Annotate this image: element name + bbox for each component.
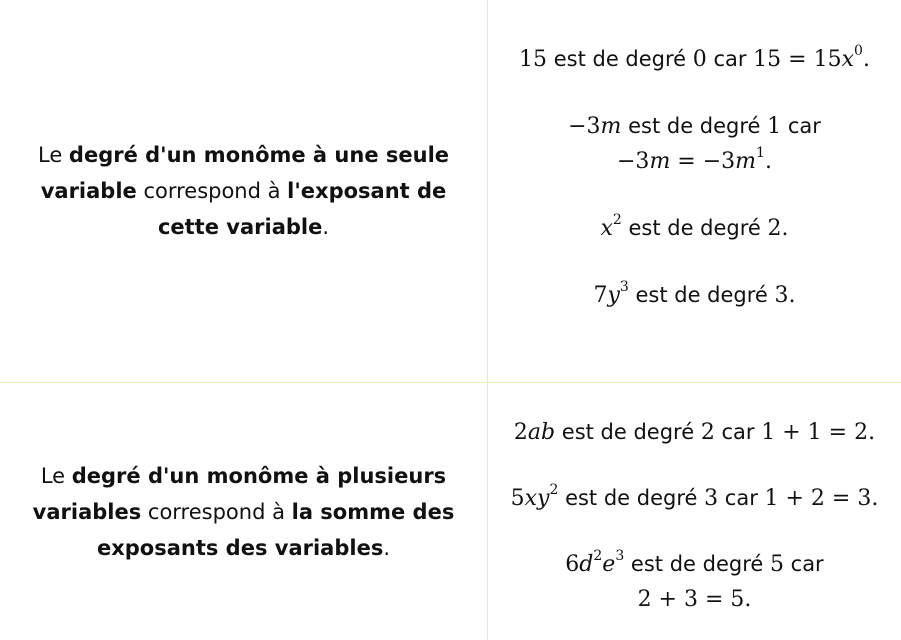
text: correspond à xyxy=(136,179,288,203)
text: . xyxy=(322,215,330,239)
bold-term: l'exposant de cette variable xyxy=(157,179,447,239)
exponent: 3 xyxy=(615,548,625,565)
text: Le xyxy=(37,143,69,167)
math: 0 xyxy=(692,46,707,72)
examples-cell-single xyxy=(488,0,901,383)
text: est de degré xyxy=(558,485,705,510)
math xyxy=(600,212,622,241)
math xyxy=(765,486,879,511)
text: est de degré xyxy=(621,113,768,138)
exponent: 2 xyxy=(593,548,603,565)
examples-cell-multiple xyxy=(488,383,901,640)
math-part: . xyxy=(764,148,772,174)
math-var: e xyxy=(602,551,616,577)
math xyxy=(593,279,629,308)
math-part: 5 xyxy=(510,485,525,511)
example-line xyxy=(600,211,788,246)
math xyxy=(761,420,875,445)
math: 1 xyxy=(767,113,782,139)
exponent: 1 xyxy=(756,145,765,162)
math-var: xy xyxy=(524,485,550,511)
bold-term: degré d'un monôme à une seule variable xyxy=(40,143,450,203)
math-part: 2 xyxy=(513,419,528,445)
text: est de degré xyxy=(547,46,693,71)
exponent: 2 xyxy=(549,482,559,499)
definition-cell-multiple xyxy=(0,383,488,640)
math: 5 xyxy=(769,551,784,577)
math xyxy=(617,145,772,174)
math xyxy=(753,43,870,72)
math-part: 7 xyxy=(593,282,608,308)
math-part: . xyxy=(744,586,752,612)
example-line xyxy=(638,582,752,617)
definition-cell-single xyxy=(0,0,488,383)
math-var: x xyxy=(600,215,613,241)
math-part: −3 xyxy=(568,113,601,139)
text: car xyxy=(718,485,765,510)
math-var: m xyxy=(600,113,622,139)
math-part: . xyxy=(871,485,879,511)
text: est de degré xyxy=(628,282,775,307)
bold-term: degré d'un monôme à plusieurs variables xyxy=(32,463,447,524)
math-part: = −3 xyxy=(670,148,736,174)
math-part: −3 xyxy=(617,148,650,174)
math-part: 2 + 3 = 5 xyxy=(637,586,745,612)
text: est de degré xyxy=(555,419,701,444)
math-part: 1 + 1 = 2 xyxy=(761,419,869,445)
exponent: 0 xyxy=(854,43,863,60)
math xyxy=(510,482,559,511)
math-part: . xyxy=(862,46,870,72)
math-var: x xyxy=(841,46,855,72)
text: car xyxy=(781,113,821,138)
math-var: m xyxy=(735,148,757,174)
math xyxy=(568,114,621,139)
text: . xyxy=(383,535,391,560)
text: car xyxy=(706,46,754,71)
math: 2 xyxy=(700,419,715,445)
text: est de degré xyxy=(621,215,768,240)
example-line xyxy=(565,547,823,582)
math-part: 3 xyxy=(774,282,789,308)
exponent: 2 xyxy=(612,212,622,229)
examples-multiple-variables xyxy=(511,415,879,617)
example-line xyxy=(568,109,821,144)
text: Le xyxy=(40,463,72,488)
math xyxy=(768,216,789,241)
math-var: m xyxy=(649,148,671,174)
math: 3 xyxy=(704,485,719,511)
math-part: 6 xyxy=(565,551,580,577)
exponent: 3 xyxy=(619,279,629,296)
text: car xyxy=(783,551,824,576)
math xyxy=(514,420,555,445)
examples-single-variable xyxy=(519,42,870,313)
math-part: . xyxy=(781,215,789,241)
math-var: ab xyxy=(527,419,556,445)
definition-single-variable xyxy=(0,137,487,245)
text: correspond à xyxy=(141,499,292,524)
math-part: 1 + 2 = 3 xyxy=(764,485,872,511)
math-part: . xyxy=(788,282,796,308)
example-line xyxy=(514,415,875,450)
text: est de degré xyxy=(624,551,770,576)
math xyxy=(775,283,796,308)
math xyxy=(638,587,752,612)
math-part: . xyxy=(868,419,876,445)
math: 15 xyxy=(519,46,548,72)
math-part: 2 xyxy=(767,215,782,241)
example-line xyxy=(593,278,795,313)
math-var: y xyxy=(607,282,620,308)
math-var: d xyxy=(579,551,594,577)
text: car xyxy=(714,419,762,444)
example-line xyxy=(519,42,870,77)
definition-multiple-variables xyxy=(0,458,487,566)
math-part: 15 = 15 xyxy=(753,46,842,72)
bold-term: la somme des exposants des variables xyxy=(96,499,455,560)
math xyxy=(565,548,625,577)
example-line xyxy=(511,481,879,516)
example-line xyxy=(617,144,772,179)
